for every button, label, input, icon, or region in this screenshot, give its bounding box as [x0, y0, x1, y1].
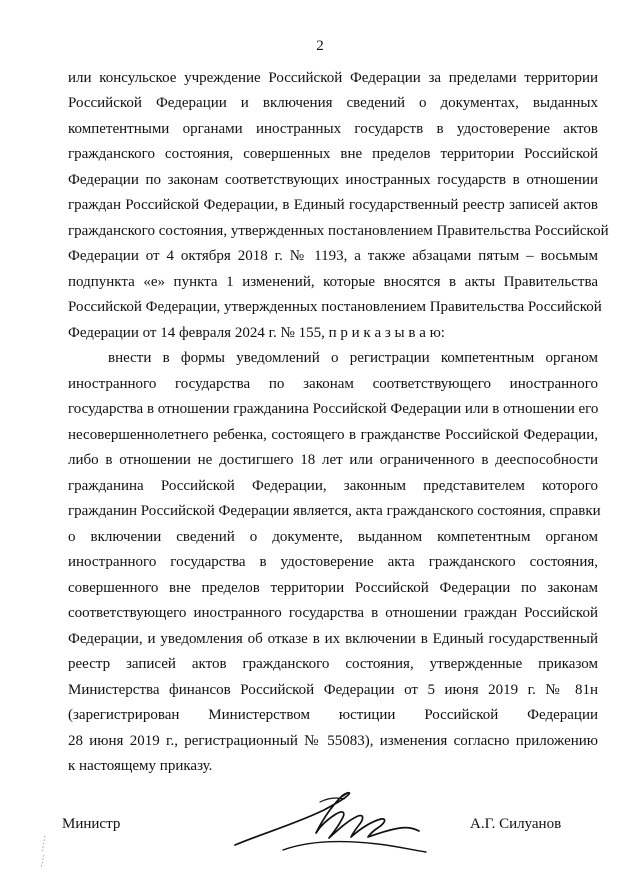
body-line: Российской Федерации, утвержденных постановлением Правительства Российской: [68, 299, 602, 315]
body-line: гражданин Российской Федерации является, акта гражданского состояния, справки: [68, 503, 601, 519]
body-line: Федерации по законам соответствующих иностранных государств в отношении: [68, 172, 598, 188]
body-line: реестр записей актов гражданского состояния, утвержденные приказом: [68, 656, 598, 672]
body-line: граждан Российской Федерации, в Единый государственный реестр записей актов: [68, 197, 598, 213]
scan-speck-mark: [37, 835, 53, 869]
body-line: 28 июня 2019 г., регистрационный № 55083), изменения согласно приложению: [68, 733, 598, 749]
body-line: Министерства финансов Российской Федерации от 5 июня 2019 г. № 81н: [68, 682, 598, 698]
body-line: гражданина Российской Федерации, законным представителем которого: [68, 478, 598, 494]
minister-name: А.Г. Силуанов: [470, 816, 562, 832]
body-line: совершенного вне пределов территории Российской Федерации по законам: [68, 580, 598, 596]
body-line: Федерации от 14 февраля 2024 г. № 155, п р и к а з ы в а ю:: [68, 325, 445, 341]
body-line: к настоящему приказу.: [68, 758, 213, 774]
body-line: (зарегистрирован Министерством юстиции Российской Федерации: [68, 707, 598, 723]
body-line: гражданского состояния, утвержденных постановлением Правительства Российской: [68, 223, 609, 239]
body-line: гражданского состояния, совершенных вне пределов территории Российской: [68, 146, 598, 162]
body-line: подпункта «е» пункта 1 изменений, которые вносятся в акты Правительства: [68, 274, 598, 290]
body-line: соответствующего иностранного государства в отношении граждан Российской: [68, 605, 598, 621]
body-line: Российской Федерации и включения сведений о документах, выданных: [68, 95, 598, 111]
body-line: Федерации, и уведомления об отказе в их включении в Единый государственный: [68, 631, 598, 647]
body-line: компетентными органами иностранных государств в удостоверение актов: [68, 121, 598, 137]
body-line: внести в формы уведомлений о регистрации компетентным органом: [108, 350, 598, 366]
page-number: 2: [316, 38, 324, 54]
minister-title: Министр: [62, 816, 121, 832]
body-line: несовершеннолетнего ребенка, состоящего в гражданстве Российской Федерации,: [68, 427, 598, 443]
body-line: о включении сведений о документе, выданном компетентным органом: [68, 529, 598, 545]
body-line: либо в отношении не достигшего 18 лет или ограниченного в дееспособности: [68, 452, 598, 468]
body-line: государства в отношении гражданина Российской Федерации или в отношении его: [68, 401, 599, 417]
body-line: иностранного государства в удостоверение акта гражданского состояния,: [68, 554, 598, 570]
body-line: или консульское учреждение Российской Федерации за пределами территории: [68, 70, 598, 86]
body-line: иностранного государства по законам соответствующего иностранного: [68, 376, 598, 392]
body-line: Федерации от 4 октября 2018 г. № 1193, а также абзацами пятым – восьмым: [68, 248, 598, 264]
handwritten-signature: [225, 790, 435, 862]
